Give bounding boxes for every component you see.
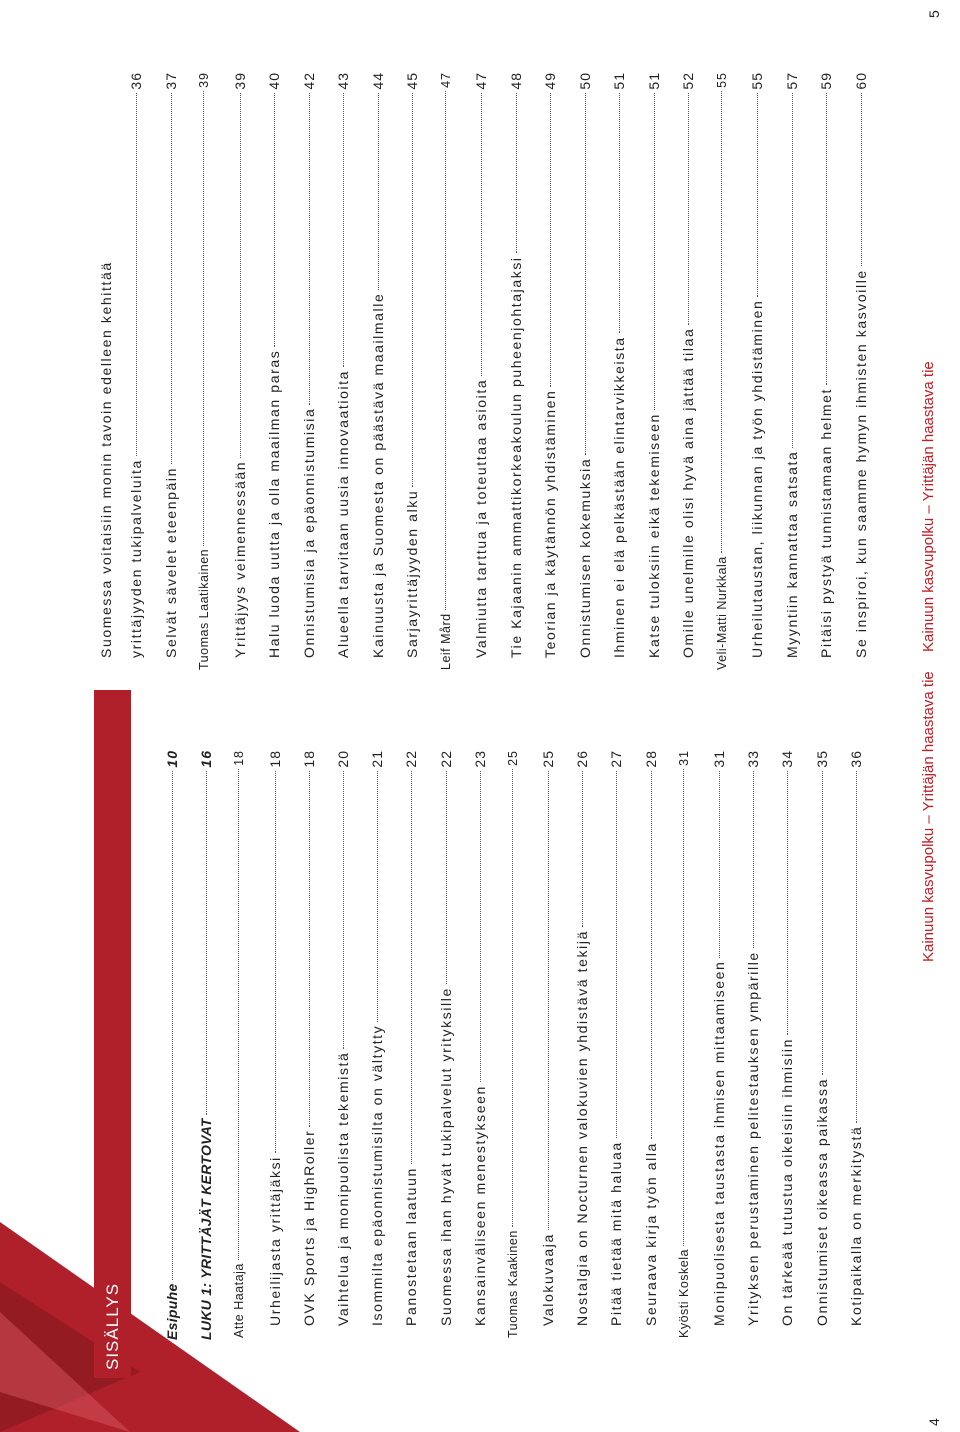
toc-entry[interactable] bbox=[506, 750, 540, 1340]
toc-dot-leader bbox=[343, 93, 344, 367]
toc-entry-page: 43 bbox=[335, 72, 351, 90]
toc-entry[interactable] bbox=[164, 750, 198, 1340]
toc-entry-page: 48 bbox=[507, 72, 524, 90]
toc-entry-page: 25 bbox=[505, 750, 520, 766]
toc-entry-page: 36 bbox=[847, 750, 864, 768]
toc-entry[interactable] bbox=[784, 72, 819, 672]
toc-entry[interactable] bbox=[646, 72, 681, 672]
toc-entry-title: Kotipaikalla on merkitystä bbox=[847, 1125, 864, 1326]
toc-dot-leader bbox=[171, 93, 172, 464]
toc-entry-page: 16 bbox=[198, 750, 215, 768]
toc-entry-page: 50 bbox=[576, 72, 593, 90]
toc-dot-leader bbox=[721, 91, 722, 553]
toc-dot-leader bbox=[309, 93, 310, 405]
toc-entry-title: Urheilijasta yrittäjäksi bbox=[266, 1156, 283, 1326]
toc-entry-page: 22 bbox=[437, 750, 454, 768]
toc-entry-title: Atte Haataja bbox=[232, 1263, 247, 1338]
toc-entry-title: Suomessa ihan hyvät tukipalvelut yrityksille bbox=[437, 987, 454, 1326]
toc-dot-leader bbox=[136, 93, 137, 457]
toc-entry-page: 18 bbox=[300, 750, 317, 768]
toc-entry-page: 18 bbox=[232, 750, 247, 766]
toc-entry-page: 57 bbox=[783, 72, 800, 90]
toc-dot-leader bbox=[480, 771, 481, 1083]
toc-dot-leader bbox=[753, 771, 754, 949]
toc-entry[interactable] bbox=[198, 750, 232, 1340]
toc-right-page bbox=[98, 72, 887, 672]
toc-dot-leader bbox=[274, 93, 275, 347]
toc-entry[interactable] bbox=[403, 750, 437, 1340]
toc-left-page bbox=[164, 750, 882, 1340]
toc-entry-title: Tuomas Laatikainen bbox=[197, 548, 211, 670]
toc-dot-leader bbox=[582, 771, 583, 927]
toc-entry-page: 23 bbox=[471, 750, 488, 768]
toc-entry[interactable] bbox=[301, 72, 336, 672]
toc-entry-page: 31 bbox=[711, 750, 727, 768]
toc-entry-title: Nostalgia on Nocturnen valokuvien yhdistävä tekijä bbox=[574, 930, 591, 1326]
toc-entry-page: 31 bbox=[676, 750, 691, 766]
toc-entry-page: 28 bbox=[642, 750, 659, 768]
toc-entry-title: Valokuvaaja bbox=[540, 1233, 557, 1326]
toc-entry-page: 25 bbox=[540, 750, 557, 768]
toc-dot-leader bbox=[481, 93, 482, 376]
toc-entry[interactable] bbox=[779, 750, 813, 1340]
toc-entry[interactable] bbox=[577, 72, 612, 672]
toc-entry[interactable] bbox=[540, 750, 574, 1340]
toc-entry-page: 44 bbox=[369, 72, 386, 90]
toc-entry-title: Vaihtelua ja monipuolista tekemistä bbox=[334, 1051, 351, 1326]
toc-entry-title: Tie Kajaanin ammattikorkeakoulun puheenjohtajaksi bbox=[507, 256, 524, 658]
toc-dot-leader bbox=[719, 771, 720, 958]
toc-entry-title: Leif Mård bbox=[438, 613, 453, 670]
toc-entry-page: 52 bbox=[680, 72, 696, 90]
toc-entry[interactable] bbox=[439, 72, 474, 672]
toc-entry[interactable] bbox=[814, 750, 848, 1340]
toc-entry-title: Katse tuloksiin eikä tekemiseen bbox=[645, 413, 662, 658]
toc-entry[interactable] bbox=[542, 72, 577, 672]
toc-entry-title: Onnistumisen kokemuksia bbox=[576, 457, 593, 658]
toc-entry-title: Omille unelmille olisi hyvä aina jättää tilaa bbox=[680, 327, 696, 658]
toc-entry[interactable] bbox=[848, 750, 882, 1340]
toc-dot-leader bbox=[688, 93, 689, 325]
toc-entry-title: Onnistumisia ja epäonnistumisia bbox=[300, 407, 317, 658]
toc-entry-title: Panostetaan laatuun bbox=[403, 1167, 420, 1326]
toc-entry-title: Monipuolisesta taustasta ihmisen mittaamiseen bbox=[711, 960, 727, 1326]
toc-entry[interactable] bbox=[438, 750, 472, 1340]
toc-entry[interactable] bbox=[98, 72, 128, 672]
toc-entry-title: Kyösti Koskela bbox=[676, 1249, 691, 1338]
footer-title-left: Kainuun kasvupolku – Yrittäjän haastava tie bbox=[920, 671, 937, 962]
toc-entry-title: Sarjayrittäjyyden alku bbox=[404, 489, 420, 658]
toc-entry[interactable] bbox=[301, 750, 335, 1340]
toc-entry[interactable] bbox=[128, 72, 163, 672]
toc-entry-page: 10 bbox=[164, 750, 180, 768]
toc-dot-leader bbox=[238, 769, 239, 1260]
toc-dot-leader bbox=[787, 771, 788, 1035]
toc-entry[interactable] bbox=[508, 72, 543, 672]
toc-dot-leader bbox=[446, 771, 447, 985]
toc-entry-title: Alueella tarvitaan uusia innovaatioita bbox=[335, 369, 351, 658]
toc-dot-leader bbox=[822, 771, 823, 1075]
toc-dot-leader bbox=[826, 93, 827, 385]
toc-entry-title: Veli-Matti Nurkkala bbox=[714, 556, 729, 670]
toc-entry[interactable] bbox=[473, 72, 508, 672]
toc-dot-leader bbox=[206, 771, 207, 1115]
toc-entry-page: 55 bbox=[714, 72, 729, 88]
toc-dot-leader bbox=[203, 91, 204, 546]
toc-entry-page: 42 bbox=[300, 72, 317, 90]
toc-entry-title: Seuraava kirja työn alla bbox=[642, 1142, 659, 1326]
toc-entry-page: 22 bbox=[403, 750, 420, 768]
toc-entry[interactable] bbox=[715, 72, 750, 672]
toc-dot-leader bbox=[412, 93, 413, 487]
toc-dot-leader bbox=[445, 91, 446, 610]
toc-entry-title: Pitää tietää mitä haluaa bbox=[608, 1141, 625, 1326]
toc-dot-leader bbox=[275, 771, 276, 1154]
toc-dot-leader bbox=[856, 771, 857, 1123]
toc-entry-page: 18 bbox=[266, 750, 283, 768]
toc-dot-leader bbox=[516, 93, 517, 254]
toc-entry[interactable] bbox=[818, 72, 853, 672]
toc-dot-leader bbox=[411, 771, 412, 1165]
toc-entry-page: 47 bbox=[438, 72, 453, 88]
toc-dot-leader bbox=[654, 93, 655, 410]
toc-dot-leader bbox=[616, 771, 617, 1139]
toc-entry[interactable] bbox=[711, 750, 745, 1340]
toc-entry[interactable] bbox=[369, 750, 403, 1340]
toc-entry-title: Yrityksen perustaminen pelitestauksen ympärille bbox=[745, 951, 762, 1326]
toc-dot-leader bbox=[512, 769, 513, 1227]
toc-entry-title: Myyntiin kannattaa satsata bbox=[783, 450, 800, 658]
toc-entry-page: 49 bbox=[542, 72, 558, 90]
toc-dot-leader bbox=[861, 93, 862, 267]
section-title: SISÄLLYS bbox=[94, 690, 131, 1378]
toc-entry-page: 20 bbox=[334, 750, 351, 768]
toc-entry-title: Suomessa voitaisiin monin tavoin edelleen kehittää bbox=[98, 261, 114, 658]
toc-entry[interactable] bbox=[232, 750, 266, 1340]
toc-entry-title: Yrittäjyys veimennessään bbox=[231, 460, 248, 658]
toc-entry[interactable] bbox=[749, 72, 784, 672]
toc-entry-title: Kainuusta ja Suomesta on päästävä maailmalle bbox=[369, 292, 386, 658]
toc-entry[interactable] bbox=[404, 72, 439, 672]
toc-entry-title: Kansainväliseen menestykseen bbox=[471, 1085, 488, 1326]
toc-dot-leader bbox=[377, 771, 378, 1022]
toc-entry-page: 47 bbox=[473, 72, 489, 90]
toc-dot-leader bbox=[343, 771, 344, 1049]
toc-entry[interactable] bbox=[197, 72, 232, 672]
toc-entry-page: 33 bbox=[745, 750, 762, 768]
toc-entry-title: Halu luoda uutta ja olla maailman paras bbox=[266, 349, 282, 658]
toc-entry-page: 39 bbox=[231, 72, 248, 90]
toc-entry[interactable] bbox=[163, 72, 198, 672]
toc-entry-title: Esipuhe bbox=[164, 1283, 180, 1340]
toc-entry[interactable] bbox=[677, 750, 711, 1340]
toc-entry-page: 59 bbox=[818, 72, 834, 90]
toc-entry-page: 55 bbox=[749, 72, 765, 90]
toc-entry[interactable] bbox=[608, 750, 642, 1340]
toc-entry-title: Selvät sävelet eteenpäin bbox=[162, 467, 179, 658]
toc-entry-title: Isommilta epäonnistumisilta on vältytty bbox=[369, 1024, 386, 1326]
toc-entry-page: 51 bbox=[611, 72, 627, 90]
toc-entry-title: Se inspiroi, kun saamme hymyn ihmisten kasvoille bbox=[852, 269, 869, 658]
toc-entry[interactable] bbox=[611, 72, 646, 672]
toc-entry[interactable] bbox=[232, 72, 267, 672]
toc-entry-title: Tuomas Kaakinen bbox=[505, 1230, 520, 1338]
toc-entry-page: 35 bbox=[813, 750, 830, 768]
toc-dot-leader bbox=[240, 93, 241, 458]
toc-dot-leader bbox=[585, 93, 586, 455]
toc-dot-leader bbox=[309, 771, 310, 1127]
toc-dot-leader bbox=[683, 769, 684, 1246]
toc-entry-page: 40 bbox=[266, 72, 282, 90]
toc-entry[interactable] bbox=[335, 750, 369, 1340]
toc-entry[interactable] bbox=[745, 750, 779, 1340]
toc-entry[interactable] bbox=[680, 72, 715, 672]
toc-entry[interactable] bbox=[370, 72, 405, 672]
toc-entry-page: 36 bbox=[128, 72, 144, 90]
toc-dot-leader bbox=[757, 93, 758, 297]
toc-dot-leader bbox=[619, 93, 620, 334]
toc-entry-title: Ihminen ei elä pelkästään elintarvikkeista bbox=[611, 336, 627, 658]
toc-entry-page: 60 bbox=[852, 72, 869, 90]
toc-entry-title: Teorian ja käytännön yhdistäminen bbox=[542, 389, 558, 658]
toc-entry-title: Urheilutaustan, liikunnan ja työn yhdistäminen bbox=[749, 299, 765, 658]
toc-entry-page: 34 bbox=[779, 750, 796, 768]
toc-entry[interactable] bbox=[335, 72, 370, 672]
toc-entry-page: 21 bbox=[369, 750, 386, 768]
toc-entry[interactable] bbox=[267, 750, 301, 1340]
toc-entry[interactable] bbox=[574, 750, 608, 1340]
toc-dot-leader bbox=[550, 93, 551, 387]
page-number-left: 4 bbox=[926, 1418, 942, 1426]
toc-entry[interactable] bbox=[266, 72, 301, 672]
toc-entry-title: OVK Sports ja HighRoller bbox=[300, 1129, 317, 1326]
toc-entry[interactable] bbox=[472, 750, 506, 1340]
toc-entry[interactable] bbox=[643, 750, 677, 1340]
toc-entry-page: 45 bbox=[404, 72, 420, 90]
toc-entry-title: Pitäisi pystyä tunnistamaan helmet bbox=[818, 388, 834, 658]
toc-entry-page: 26 bbox=[574, 750, 591, 768]
toc-entry-title: On tärkeää tutustua oikeisiin ihmisiin bbox=[779, 1037, 796, 1326]
toc-entry-title: Onnistumiset oikeassa paikassa bbox=[813, 1078, 830, 1326]
toc-entry-title: yrittäjyyden tukipalveluita bbox=[128, 459, 144, 658]
toc-dot-leader bbox=[548, 771, 549, 1231]
toc-dot-leader bbox=[172, 771, 173, 1281]
toc-entry[interactable] bbox=[853, 72, 888, 672]
footer-title-right: Kainuun kasvupolku – Yrittäjän haastava tie bbox=[920, 361, 937, 652]
toc-entry-page: 51 bbox=[645, 72, 662, 90]
toc-entry-title: Valmiutta tarttua ja toteuttaa asioita bbox=[473, 378, 489, 658]
toc-dot-leader bbox=[378, 93, 379, 290]
toc-entry-page: 37 bbox=[162, 72, 179, 90]
toc-entry-page: 39 bbox=[197, 72, 211, 88]
toc-entry-title: LUKU 1: YRITTÄJÄT KERTOVAT bbox=[198, 1118, 215, 1340]
toc-dot-leader bbox=[792, 93, 793, 448]
toc-entry-page: 27 bbox=[608, 750, 625, 768]
toc-dot-leader bbox=[651, 771, 652, 1139]
page-number-right: 5 bbox=[926, 10, 942, 18]
